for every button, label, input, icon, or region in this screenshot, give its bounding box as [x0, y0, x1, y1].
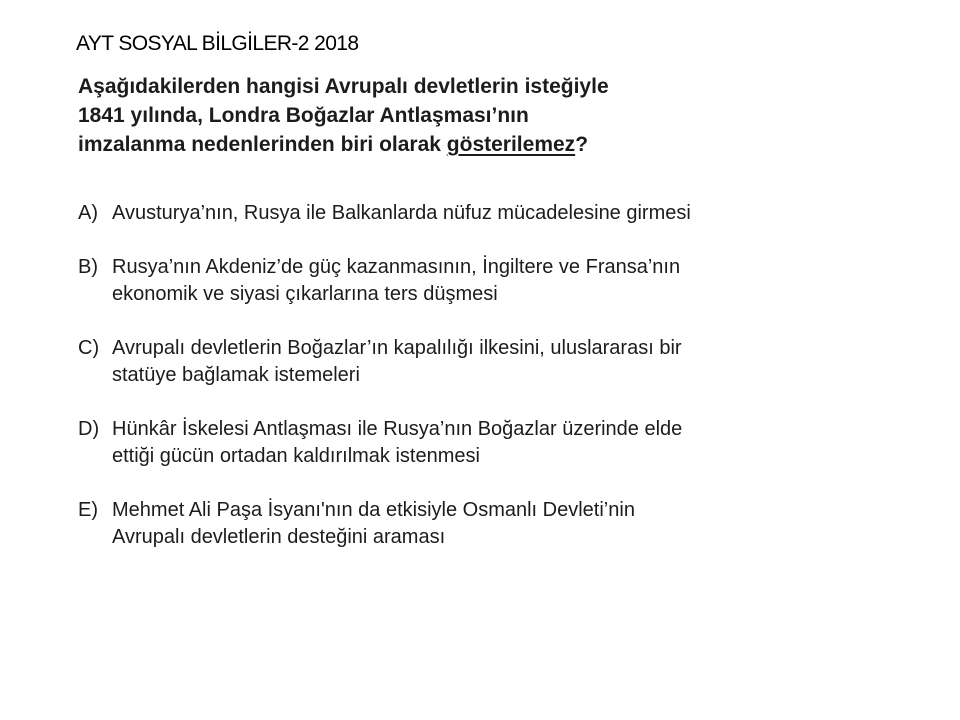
option-e-text: Mehmet Ali Paşa İsyanı'nın da etkisiyle Osmanlı Devleti’nin Avrupalı devletlerin desteğini araması [112, 499, 635, 548]
option-c[interactable] [78, 335, 698, 389]
option-a[interactable] [78, 200, 698, 227]
option-b-text: Rusya’nın Akdeniz’de güç kazanmasının, İngiltere ve Fransa’nın ekonomik ve siyasi çıkarlarına ters düşmesi [112, 256, 681, 305]
option-e[interactable] [78, 497, 698, 551]
option-c-text: Avrupalı devletlerin Boğazlar’ın kapalılığı ilkesini, uluslararası bir statüye bağlamak istemeleri [112, 337, 682, 386]
option-a-letter: A) [78, 202, 98, 224]
option-d-text: Hünkâr İskelesi Antlaşması ile Rusya’nın Boğazlar üzerinde elde ettiği gücün ortadan kaldırılmak istenmesi [112, 418, 683, 467]
option-a-text: Avusturya’nın, Rusya ile Balkanlarda nüfuz mücadelesine girmesi [112, 202, 691, 224]
slide-title: AYT SOSYAL BİLGİLER-2 2018 [76, 32, 359, 55]
question-stem [78, 72, 638, 159]
answer-options [78, 200, 698, 551]
option-e-letter: E) [78, 499, 98, 521]
question-text: Aşağıdakilerden hangisi Avrupalı devletlerin isteğiyle 1841 yılında, Londra Boğazlar Antlaşması’nın imzalanma nedenlerinden biri olarak [78, 75, 609, 156]
option-b-letter: B) [78, 256, 98, 278]
question-emphasis: gösterilemez [446, 133, 576, 156]
option-d-letter: D) [78, 418, 100, 440]
option-c-letter: C) [78, 337, 100, 359]
option-d[interactable] [78, 416, 698, 470]
question-mark: ? [575, 133, 589, 156]
option-b[interactable] [78, 254, 698, 308]
